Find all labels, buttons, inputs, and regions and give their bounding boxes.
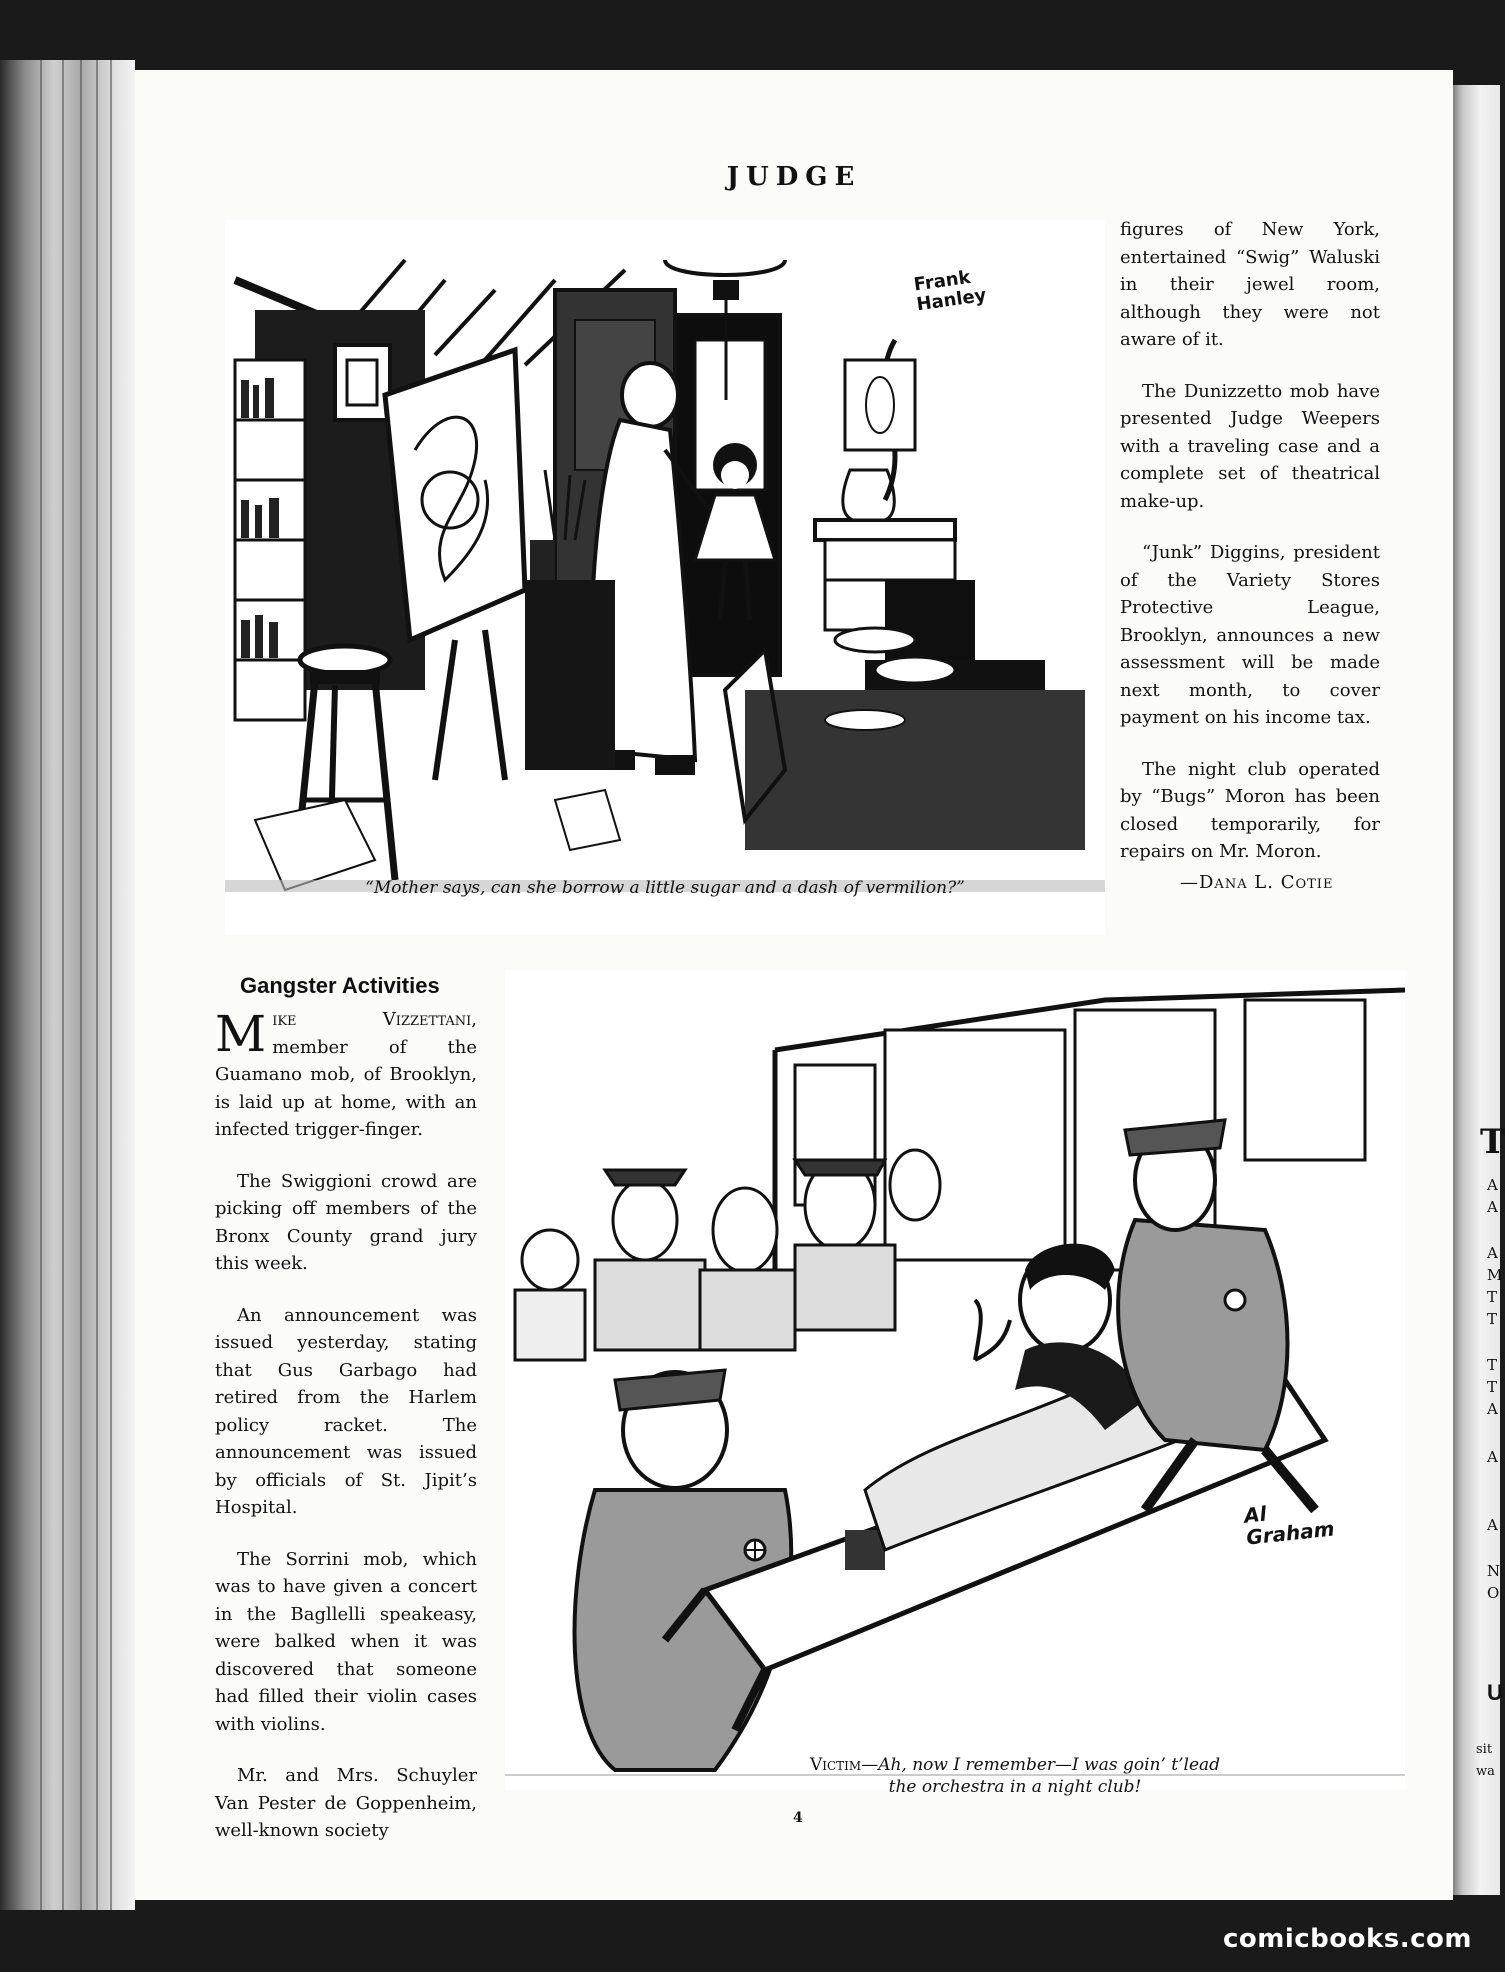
artist-studio-illustration — [225, 220, 1105, 935]
page-number: 4 — [793, 1810, 803, 1826]
facing-page-fragment: M — [1487, 1266, 1503, 1284]
left-paragraph: The Swiggioni crowd are picking off members of the Bronx County grand jury this week. — [215, 1170, 477, 1274]
facing-page-fragment: T — [1487, 1356, 1498, 1374]
right-column-text — [1120, 216, 1380, 874]
left-paragraph: Mr. and Mrs. Schuyler Van Pester de Goppenheim, well-known society — [215, 1765, 477, 1841]
stretcher-illustration — [505, 970, 1405, 1790]
magazine-page — [135, 70, 1453, 1900]
facing-page-fragment: A — [1487, 1176, 1498, 1194]
facing-page-fragment: A — [1487, 1400, 1498, 1418]
source-watermark: comicbooks.com — [1222, 1924, 1472, 1954]
facing-page-fragment: T — [1487, 1378, 1498, 1396]
right-paragraph: figures of New York, entertained “Swig” Waluski in their jewel room, although they were not aware of it. — [1120, 219, 1380, 350]
lead-smallcaps: ike Vizzettani, — [272, 1009, 477, 1030]
masthead: JUDGE — [726, 162, 862, 192]
drop-cap: M — [215, 1005, 267, 1063]
left-paragraph: The Sorrini mob, which was to have given a concert in the Bagllelli speakeasy, were balked when it was discovered that someone had filled their violin cases with violins. — [215, 1548, 477, 1735]
facing-page-fragment: wa — [1476, 1764, 1495, 1779]
book-left-page-edges — [0, 60, 135, 1910]
caption-speaker: Victim — [809, 1755, 862, 1775]
facing-page-fragment: A — [1487, 1244, 1498, 1262]
right-paragraph: The Dunizzetto mob have presented Judge Weepers with a traveling case and a complete set of theatrical make-up. — [1120, 380, 1380, 512]
bottom-cartoon — [505, 970, 1405, 1790]
facing-page-fragment: O — [1487, 1584, 1500, 1602]
lead-rest: member of the Guamano mob, of Brooklyn, is laid up at home, with an infected trigger-finger. — [215, 1036, 477, 1140]
top-cartoon-signature: Frank Hanley — [912, 266, 988, 316]
facing-page-fragment: U — [1487, 1680, 1503, 1705]
bottom-cartoon-caption — [675, 1754, 1355, 1798]
facing-page-fragment: T — [1487, 1288, 1498, 1306]
facing-page-fragment: T — [1480, 1122, 1505, 1162]
lead-paragraph — [215, 1006, 477, 1144]
facing-page-fragment: A — [1487, 1516, 1498, 1534]
author-signature: —Dana L. Cotie — [1180, 872, 1334, 893]
book-right-facing-page — [1450, 85, 1503, 1895]
top-cartoon-caption: “Mother says, can she borrow a little sugar and a dash of vermilion?” — [365, 878, 965, 898]
right-paragraph: The night club operated by “Bugs” Moron has been closed temporarily, for repairs on Mr. Moron. — [1120, 758, 1380, 862]
right-paragraph: “Junk” Diggins, president of the Variety Stores Protective League, Brooklyn, announces a new assessment will be made next month, to cover payment on his income tax. — [1120, 542, 1380, 728]
facing-page-fragment: sit — [1476, 1742, 1493, 1757]
section-heading: Gangster Activities — [240, 973, 440, 998]
top-cartoon — [225, 220, 1105, 935]
left-column-text — [215, 1006, 477, 1869]
left-paragraph: An announcement was issued yesterday, stating that Gus Garbago had retired from the Harlem policy racket. The announcement was issued by officials of St. Jipit’s Hospital. — [215, 1304, 477, 1518]
bottom-cartoon-signature: Al Graham — [1242, 1501, 1336, 1550]
facing-page-fragment: A — [1487, 1198, 1498, 1216]
facing-page-fragment: A — [1487, 1448, 1498, 1466]
facing-page-fragment: T — [1487, 1310, 1498, 1328]
caption-line-1: —Ah, now I remember—I was goin’ t’lead — [861, 1755, 1221, 1775]
caption-line-2: the orchestra in a night club! — [888, 1777, 1142, 1797]
facing-page-fragment: N — [1487, 1562, 1501, 1580]
